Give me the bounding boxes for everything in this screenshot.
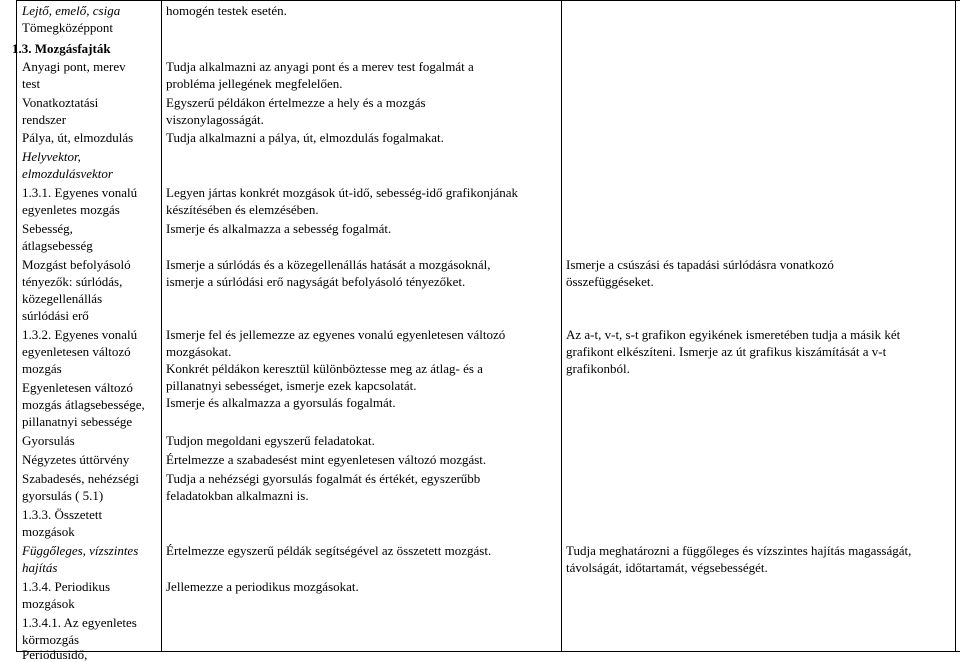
section-heading: 1.3. Mozgásfajták (12, 41, 111, 56)
topic-line: Négyzetes úttörvény (22, 452, 130, 467)
requirement-line: Ismerje fel és jellemezze az egyenes vonalú egyenletesen változó (166, 327, 506, 342)
advanced-requirement-line: Ismerje a csúszási és tapadási súrlódásra vonatkozó (566, 257, 834, 272)
advanced-requirement-line: távolságát, időtartamát, végsebességét. (566, 560, 768, 575)
topic-line: Helyvektor, (22, 149, 81, 164)
topic-line: test (22, 76, 41, 91)
topic-line: Függőleges, vízszintes (22, 543, 139, 558)
advanced-requirement-line: grafikonból. (566, 361, 630, 376)
requirement-line: Jellemezze a periodikus mozgásokat. (166, 579, 359, 594)
subsection-heading: egyenletes mozgás (22, 202, 120, 217)
requirement-line: Egyszerű példákon értelmezze a hely és a mozgás (166, 95, 426, 110)
topic-line: Periódusidő, (22, 647, 88, 662)
subsection-heading: 1.3.3. Összetett (22, 507, 103, 522)
topic-line: hajítás (22, 560, 58, 575)
subsection-heading: 1.3.4.1. Az egyenletes (22, 615, 137, 630)
topic-line: tényezők: súrlódás, (22, 274, 123, 289)
table-border-top (16, 0, 960, 1)
subsection-heading: 1.3.1. Egyenes vonalú (22, 185, 138, 200)
advanced-requirement-line: Az a-t, v-t, s-t grafikon egyikének ismeretében tudja a másik két (566, 327, 901, 342)
requirement-line: Konkrét példákon keresztül különböztesse meg az átlag- és a (166, 361, 483, 376)
requirement-line: Tudja alkalmazni a pálya, út, elmozdulás fogalmakat. (166, 130, 444, 145)
topic-line: Egyenletesen változó (22, 380, 133, 395)
topic-line: közegellenállás (22, 291, 103, 306)
topic-line: elmozdulásvektor (22, 166, 113, 181)
requirement-line: Tudja alkalmazni az anyagi pont és a merev test fogalmát a (166, 59, 474, 74)
subsection-heading: mozgások (22, 596, 75, 611)
subsection-heading: körmozgás (22, 632, 80, 647)
requirement-line: Értelmezze egyszerű példák segítségével az összetett mozgást. (166, 543, 492, 558)
column-divider-2 (561, 0, 562, 652)
requirement-line: Ismerje és alkalmazza a sebesség fogalmát. (166, 221, 392, 236)
requirement-line: Ismerje és alkalmazza a gyorsulás fogalmát. (166, 395, 396, 410)
topic-line: Anyagi pont, merev (22, 59, 126, 74)
subsection-heading: mozgás (22, 361, 62, 376)
topic-line: átlagsebesség (22, 238, 93, 253)
requirement-line: készítésében és elemzésében. (166, 202, 319, 217)
topic-line: Sebesség, (22, 221, 73, 236)
requirement-line: Ismerje a súrlódás és a közegellenállás hatását a mozgásoknál, (166, 257, 491, 272)
topic-line: Lejtő, emelő, csiga (22, 3, 121, 18)
topic-line: Tömegközéppont (22, 20, 113, 35)
topic-line: Gyorsulás (22, 433, 75, 448)
topic-line: Pálya, út, elmozdulás (22, 130, 134, 145)
topic-line: mozgás átlagsebessége, (22, 397, 145, 412)
advanced-requirement-line: grafikont elkészíteni. Ismerje az út grafikus kiszámítását a v-t (566, 344, 887, 359)
table-border-right (955, 0, 956, 652)
topic-line: pillanatnyi sebessége (22, 414, 133, 429)
table-border-left (16, 0, 17, 652)
requirement-line: homogén testek esetén. (166, 3, 287, 18)
topic-line: súrlódási erő (22, 308, 89, 323)
requirement-line: Legyen jártas konkrét mozgások út-idő, sebesség-idő grafikonjának (166, 185, 518, 200)
requirement-line: ismerje a súrlódási erő nagyságát befolyásoló tényezőket. (166, 274, 466, 289)
topic-line: Szabadesés, nehézségi (22, 471, 139, 486)
topic-line: Mozgást befolyásoló (22, 257, 131, 272)
topic-line: rendszer (22, 112, 67, 127)
requirement-line: mozgásokat. (166, 344, 232, 359)
requirement-line: viszonylagosságát. (166, 112, 264, 127)
requirement-line: Értelmezze a szabadesést mint egyenletesen változó mozgást. (166, 452, 487, 467)
subsection-heading: 1.3.2. Egyenes vonalú (22, 327, 138, 342)
subsection-heading: egyenletesen változó (22, 344, 131, 359)
requirement-line: probléma jellegének megfelelően. (166, 76, 343, 91)
topic-line: Vonatkoztatási (22, 95, 99, 110)
requirement-line: Tudjon megoldani egyszerű feladatokat. (166, 433, 375, 448)
subsection-heading: mozgások (22, 524, 75, 539)
topic-line: gyorsulás ( 5.1) (22, 488, 104, 503)
advanced-requirement-line: összefüggéseket. (566, 274, 654, 289)
column-divider-1 (161, 0, 162, 652)
requirement-line: pillanatnyi sebességet, ismerje ezek kapcsolatát. (166, 378, 417, 393)
requirement-line: Tudja a nehézségi gyorsulás fogalmát és értékét, egyszerűbb (166, 471, 481, 486)
advanced-requirement-line: Tudja meghatározni a függőleges és vízszintes hajítás magasságát, (566, 543, 912, 558)
subsection-heading: 1.3.4. Periodikus (22, 579, 111, 594)
requirement-line: feladatokban alkalmazni is. (166, 488, 309, 503)
